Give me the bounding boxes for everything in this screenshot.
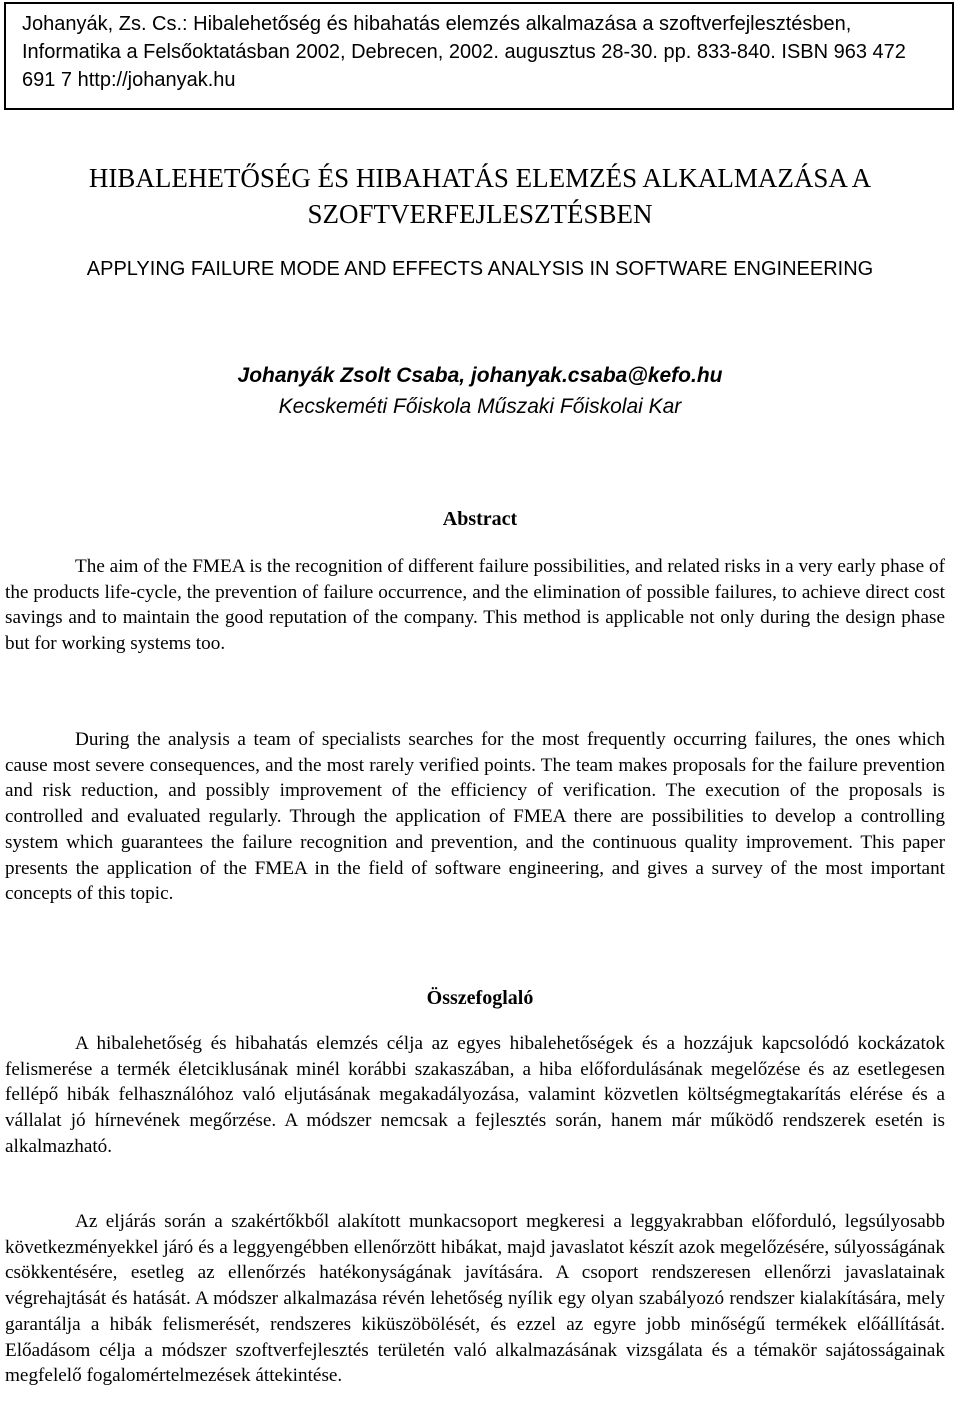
title-english: APPLYING FAILURE MODE AND EFFECTS ANALYSIS IN SOFTWARE ENGINEERING	[86, 258, 874, 280]
title-hungarian: HIBALEHETŐSÉG ÉS HIBAHATÁS ELEMZÉS ALKALMAZÁSA A SZOFTVERFEJLESZTÉSBEN	[88, 163, 872, 229]
citation-text: Johanyák, Zs. Cs.: Hibalehetőség és hibahatás elemzés alkalmazása a szoftverfejlesztésben, Informatika a Felsőoktatásban 2002, Debrecen, 2002. augusztus 28-30. pp. 833-840. ISBN 963 472 691 7 http://johanyak.hu	[22, 13, 906, 91]
abstract-heading: Abstract	[442, 508, 518, 530]
summary-paragraph-2: Az eljárás során a szakértőkből alakított munkacsoport megkeresi a leggyakrabban előforduló, legsúlyosabb következményekkel járó és a leggyengébben ellenőrzött hibákat, majd javaslatot készít azok megelőzésére, súlyosságának csökkentésére, esetleg az ellenőrzés hatékonyságának javítására. A csoport rendszeresen ellenőrzi javaslatainak végrehajtását és hatását. A módszer alkalmazása révén lehetőség nyílik egy olyan szabályozó rendszer kialakítására, mely garantálja a hibák felismerését, rendszeres kiküszöbölését, és ezzel az egyre jobb minőségű termékek előállítását. Előadásom célja a módszer szoftverfejlesztés területén való alkalmazásának vizsgálata és a témakör sajátosságainak megfelelő fogalomértelmezések áttekintése.	[5, 1211, 945, 1387]
summary-heading: Összefoglaló	[426, 987, 534, 1009]
abstract-paragraph-1: The aim of the FMEA is the recognition of different failure possibilities, and related risks in a very early phase of the products life-cycle, the prevention of failure occurrence, and the elimination of possible failures, to achieve direct cost savings and to maintain the good reputation of the company. This method is applicable not only during the design phase but for working systems too.	[5, 556, 945, 655]
summary-paragraph-1: A hibalehetőség és hibahatás elemzés célja az egyes hibalehetőségek és a hozzájuk kapcsolódó kockázatok felismerése a termék életciklusának minél korábbi szakaszában, a hiba előfordulásának megelőzése és az esetlegesen fellépő hibák felhasználóhoz való eljutásának megakadályozása, valamint közvetlen költségmegtakarítás elérése és a vállalat jó hírnevének megőrzése. A módszer nemcsak a fejlesztés során, hanem már működő rendszerek esetén is alkalmazható.	[5, 1033, 945, 1157]
citation-box	[4, 2, 954, 110]
author-line: Johanyák Zsolt Csaba, johanyak.csaba@kefo.hu	[237, 364, 723, 387]
abstract-paragraph-2: During the analysis a team of specialists searches for the most frequently occurring failures, the ones which cause most severe consequences, and the most rarely verified points. The team makes proposals for the failure prevention and risk reduction, and possibly improvement of the efficiency of verification. The execution of the proposals is controlled and evaluated regularly. Through the application of FMEA there are possibilities to develop a controlling system which guarantees the failure recognition and prevention, and the continuous quality improvement. This paper presents the application of the FMEA in the field of software engineering, and gives a survey of the most important concepts of this topic.	[5, 729, 945, 905]
affiliation-line: Kecskeméti Főiskola Műszaki Főiskolai Kar	[278, 395, 682, 418]
